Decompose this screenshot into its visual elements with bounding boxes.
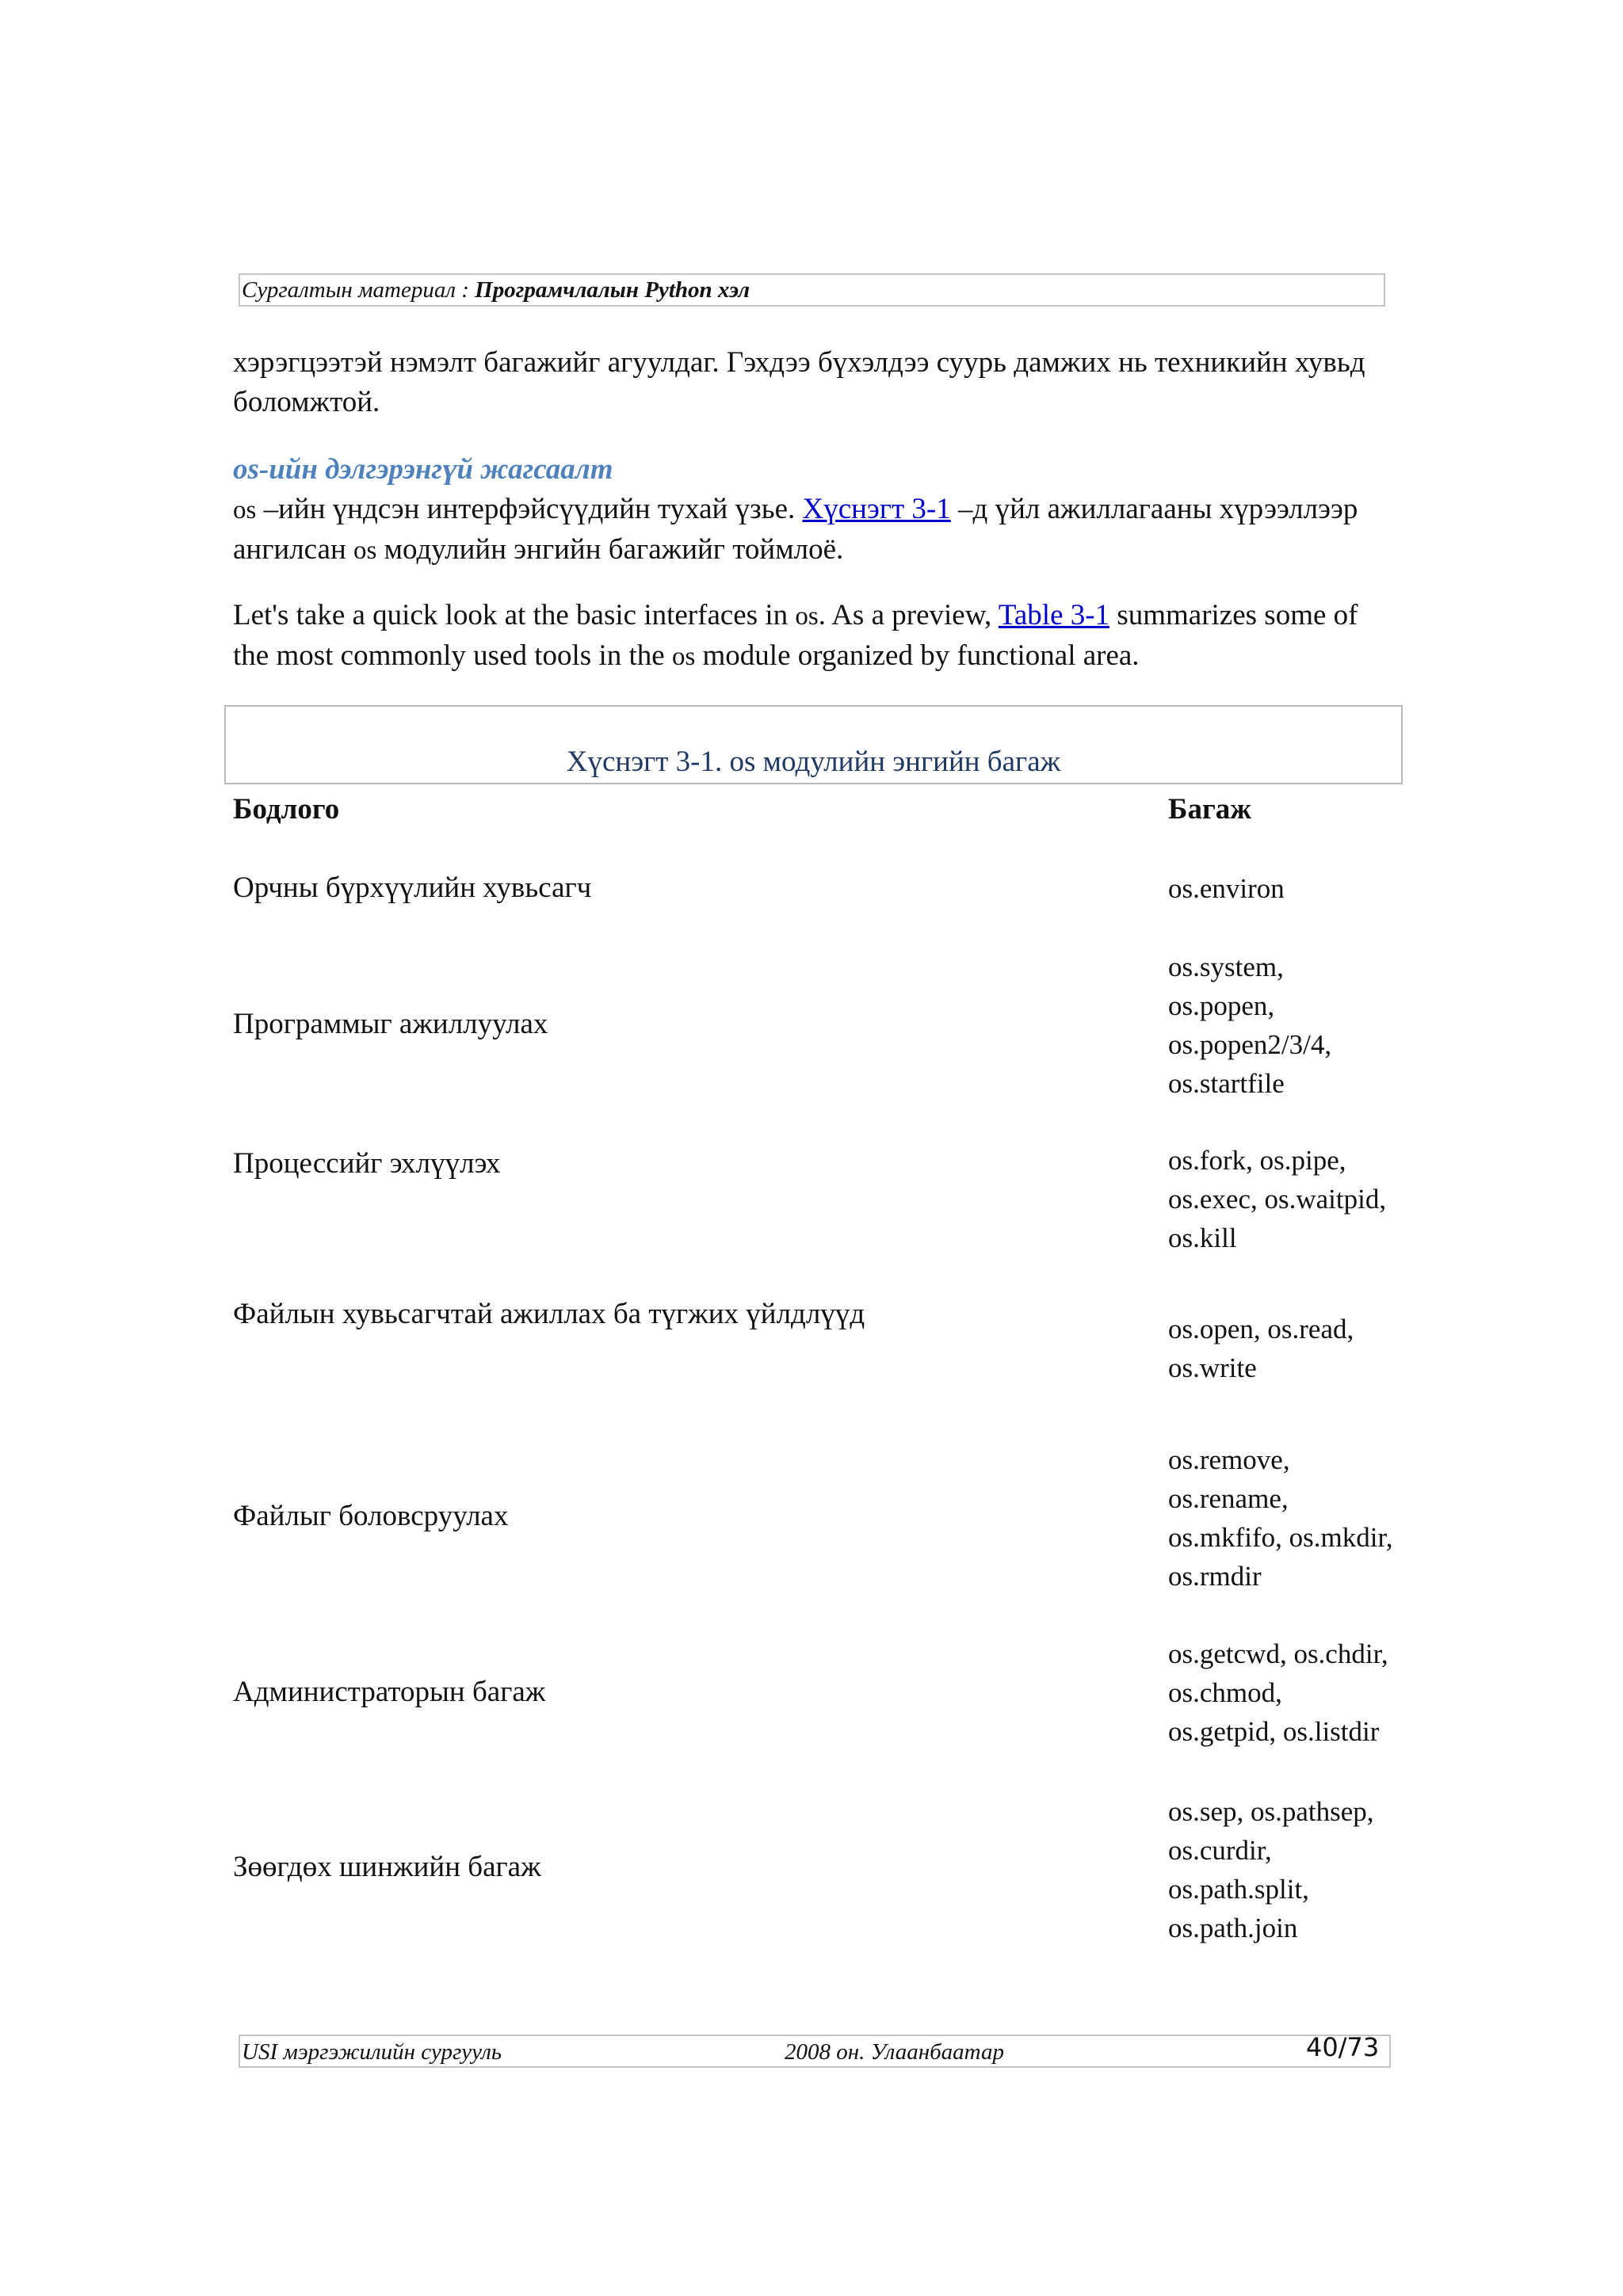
table-row-task: Зөөгдөх шинжийн багаж (233, 1851, 541, 1883)
en-code-os-1: os (795, 602, 819, 631)
page-number: 40/73 (1306, 2032, 1380, 2062)
table-row-tools (1168, 948, 1406, 1103)
en-text-4: the most commonly used tools in the (233, 639, 672, 672)
header-prefix: Сургалтын материал : (242, 277, 475, 303)
en-code-os-2: os (671, 643, 696, 671)
table-row-tools (1168, 869, 1406, 908)
table-row-tools (1168, 1141, 1406, 1257)
mn-text-1: –ийн үндсэн интерфэйсүүдийн тухай үзье. (256, 493, 803, 525)
tool-item: os.fork, os.pipe, (1168, 1145, 1346, 1176)
tool-item: os.sep, os.pathsep, (1168, 1796, 1374, 1827)
tool-item: os.curdir, (1168, 1835, 1272, 1866)
table-caption: Хүснэгт 3-1. os модулийн энгийн багаж (566, 746, 1061, 778)
intro-line-2: боломжтой. (233, 386, 380, 418)
intro-paragraph (233, 343, 1422, 422)
table-row-tools (1168, 1792, 1406, 1947)
section-heading: os-ийн дэлгэрэнгүй жагсаалт (233, 453, 613, 486)
tool-item: os.exec, os.waitpid, (1168, 1184, 1387, 1215)
tool-item: os.remove, (1168, 1444, 1290, 1475)
mn-text-4: модулийн энгийн багажийг тоймлоё. (376, 533, 844, 566)
intro-line-1: хэрэгцээтэй нэмэлт багажийг агуулдаг. Гэхдээ бүхэлдээ суурь дамжих нь техникийн хувьд (233, 346, 1365, 379)
mn-text-3: ангилсан (233, 533, 354, 566)
en-paragraph (233, 596, 1422, 677)
table-row-task: Администраторын багаж (233, 1676, 546, 1708)
footer-place: 2008 он. Улаанбаатар (785, 2039, 1004, 2065)
mn-paragraph (233, 490, 1422, 570)
tool-item: os.mkfifo, os.mkdir, (1168, 1522, 1393, 1553)
tool-item: os.getpid, os.listdir (1168, 1716, 1380, 1747)
en-table-link[interactable]: Table 3-1 (998, 599, 1110, 631)
en-text-2: . As a preview, (818, 599, 999, 631)
table-row-task: Программыг ажиллуулах (233, 1008, 548, 1040)
tool-item: os.startfile (1168, 1068, 1285, 1099)
table-caption-box (224, 705, 1403, 784)
page-footer (239, 2032, 1391, 2068)
table-row-task: Файлыг боловсруулах (233, 1500, 509, 1532)
tool-item: os.chmod, (1168, 1677, 1282, 1708)
mn-table-link[interactable]: Хүснэгт 3-1 (802, 493, 951, 525)
mn-text-2: –д үйл ажиллагааны хүрээллээр (950, 493, 1358, 525)
tool-item: os.rmdir (1168, 1561, 1262, 1592)
table-row-task: Орчны бүрхүүлийн хувьсагч (233, 871, 592, 904)
mn-code-os-2: os (353, 536, 377, 565)
table-row-tools (1168, 1440, 1406, 1596)
table-row-tools (1168, 1634, 1406, 1751)
tool-item: os.write (1168, 1352, 1257, 1383)
header-title: Програмчлалын Python хэл (475, 277, 750, 303)
tool-item: os.popen, (1168, 990, 1275, 1021)
table-header-task: Бодлого (233, 793, 340, 826)
table-row-tools (1168, 1310, 1406, 1387)
en-text-5: module organized by functional area. (695, 639, 1140, 672)
table-row-task: Процессийг эхлүүлэх (233, 1147, 501, 1180)
tool-item: os.path.join (1168, 1913, 1298, 1943)
en-text-1: Let's take a quick look at the basic interfaces in (233, 599, 796, 631)
page-header (239, 273, 1385, 307)
tool-item: os.popen2/3/4, (1168, 1029, 1332, 1060)
table-row-task: Файлын хувьсагчтай ажиллах ба түгжих үйлдлүүд (233, 1298, 865, 1330)
tool-item: os.path.split, (1168, 1874, 1309, 1905)
tool-item: os.kill (1168, 1222, 1237, 1253)
tool-item: os.open, os.read, (1168, 1314, 1354, 1344)
table-header-tools: Багаж (1168, 793, 1252, 826)
mn-code-os-1: os (233, 496, 257, 524)
tool-item: os.getcwd, os.chdir, (1168, 1638, 1388, 1669)
tool-item: os.rename, (1168, 1483, 1289, 1514)
tool-item: os.system, (1168, 952, 1284, 982)
tool-item: os.environ (1168, 873, 1285, 904)
footer-school: USI мэргэжилийн сургууль (242, 2039, 502, 2065)
en-text-3: summarizes some of (1109, 599, 1358, 631)
